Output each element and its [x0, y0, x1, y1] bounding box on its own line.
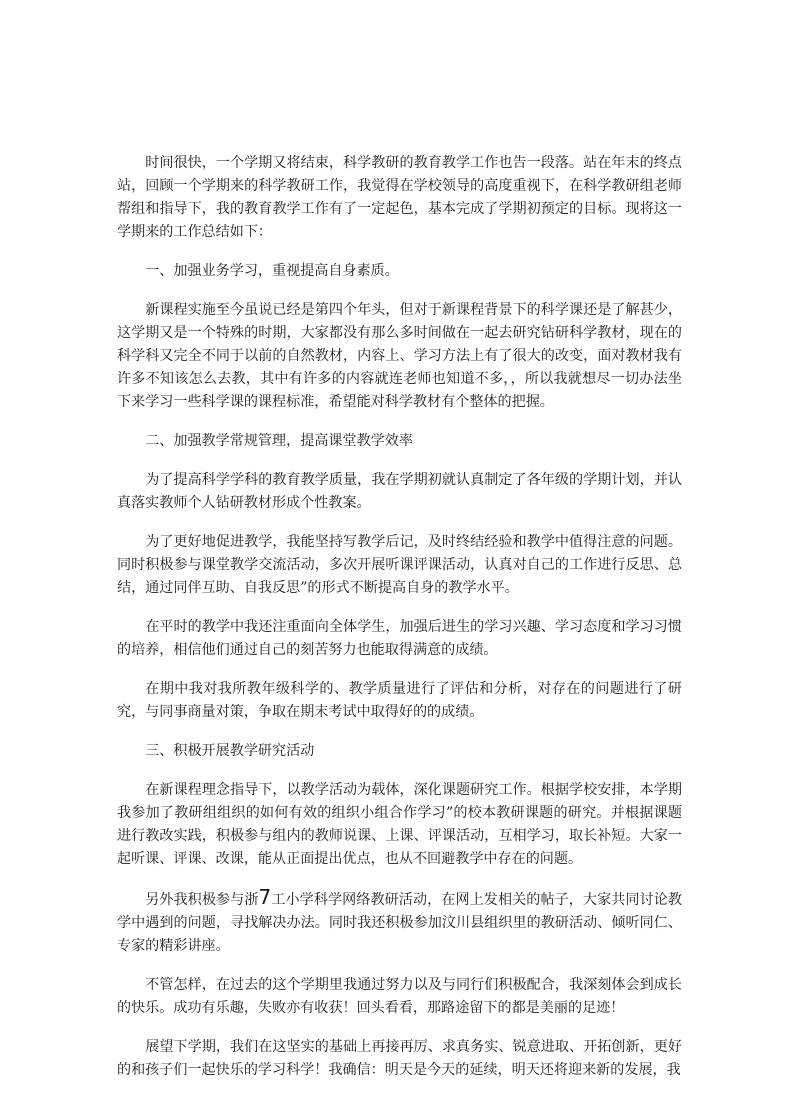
paragraph-network — [117, 887, 682, 958]
paragraph-research: 在新课程理念指导下，以教学活动为载体，深化课题研究工作。根据学校安排，本学期我参加了教研组组织的如何有效的组织小组合作学习”的校本教研课题的研究。并根据课题进行教改实践，积极参与组内的教师说课、上课、评课活动，互相学习，取长补短。大家一起听课、评课、改课，能从正面提出优点，也从不回避教学中存在的问题。 — [117, 782, 682, 867]
paragraph-reflection: 为了更好地促进教学，我能坚持写教学后记，及时终结经验和教学中值得注意的问题。同时积极参与课堂教学交流活动，多次开展听课评课活动，认真对自己的工作进行反思、总结，通过同伴互助、自我反思”的形式不断提高自身的教学水平。 — [117, 534, 682, 596]
paragraph-network-rest: 工小学科学网络教研活动，在网上发相关的帖子，大家共同讨论教学中遇到的问题，寻找解决办法。同时我还积极参加汶川县组织里的教研活动、倾听同仁、专家的精彩讲座。 — [117, 892, 683, 954]
section-heading-2: 二、加强教学常规管理，提高课堂教学效率 — [145, 433, 413, 449]
paragraph-outlook: 展望下学期，我们在这坚实的基础上再接再厉、求真务实、锐意进取、开拓创新，更好的和孩子们一起快乐的学习科学！我确信：明天是今天的延续，明天还将迎来新的发展，我 — [117, 1039, 682, 1078]
paragraph-plan: 为了提高科学学科的教育教学质量，我在学期初就认真制定了各年级的学期计划，并认真落实教师个人钻研教材形成个性教案。 — [117, 472, 682, 511]
paragraph-network-numeral: 7 — [258, 885, 272, 909]
paragraph-study: 新课程实施至今虽说已经是第四个年头，但对于新课程背景下的科学课还是了解甚少，这学期又是一个特殊的时期，大家都没有那么多时间做在一起去研究钻研科学教材，现在的科学科又完全不同于以前的自然教材，内容上、学习方法上有了很大的改变，面对教材我有许多不知该怎么去教，其中有许多的内容就连老师也知道不多，，所以我就想尽一切办法坐下来学习一些科学课的课程标准，希望能对科学教材有个整体的把握。 — [117, 302, 682, 410]
paragraph-midterm: 在期中我对我所教年级科学的、教学质量进行了评估和分析，对存在的问题进行了研究，与同事商量对策，争取在期末考试中取得好的的成绩。 — [117, 681, 682, 720]
paragraph-growth: 不管怎样，在过去的这个学期里我通过努力以及与同行们积极配合，我深刻体会到成长的快乐。成功有乐趣，失败亦有收获！回头看看，那路途留下的都是美丽的足迹！ — [117, 977, 682, 1016]
section-heading-3: 三、积极开展教学研究活动 — [145, 743, 315, 759]
document-page — [117, 152, 682, 1098]
paragraph-network-start: 另外我积极参与浙 — [145, 892, 259, 908]
section-heading-1: 一、加强业务学习，重视提高自身素质。 — [145, 263, 399, 279]
paragraph-students: 在平时的教学中我还注重面向全体学生，加强后进生的学习兴趣、学习态度和学习习惯的培养，相信他们通过自己的刻苦努力也能取得满意的成绩。 — [117, 619, 682, 658]
paragraph-intro: 时间很快，一个学期又将结束，科学教研的教育教学工作也告一段落。站在年末的终点站，回顾一个学期来的科学教研工作，我觉得在学校领导的高度重视下，在科学教研组老师帮组和指导下，我的教育教学工作有了一定起色，基本完成了学期初预定的目标。现将这一学期来的工作总结如下： — [117, 155, 682, 240]
